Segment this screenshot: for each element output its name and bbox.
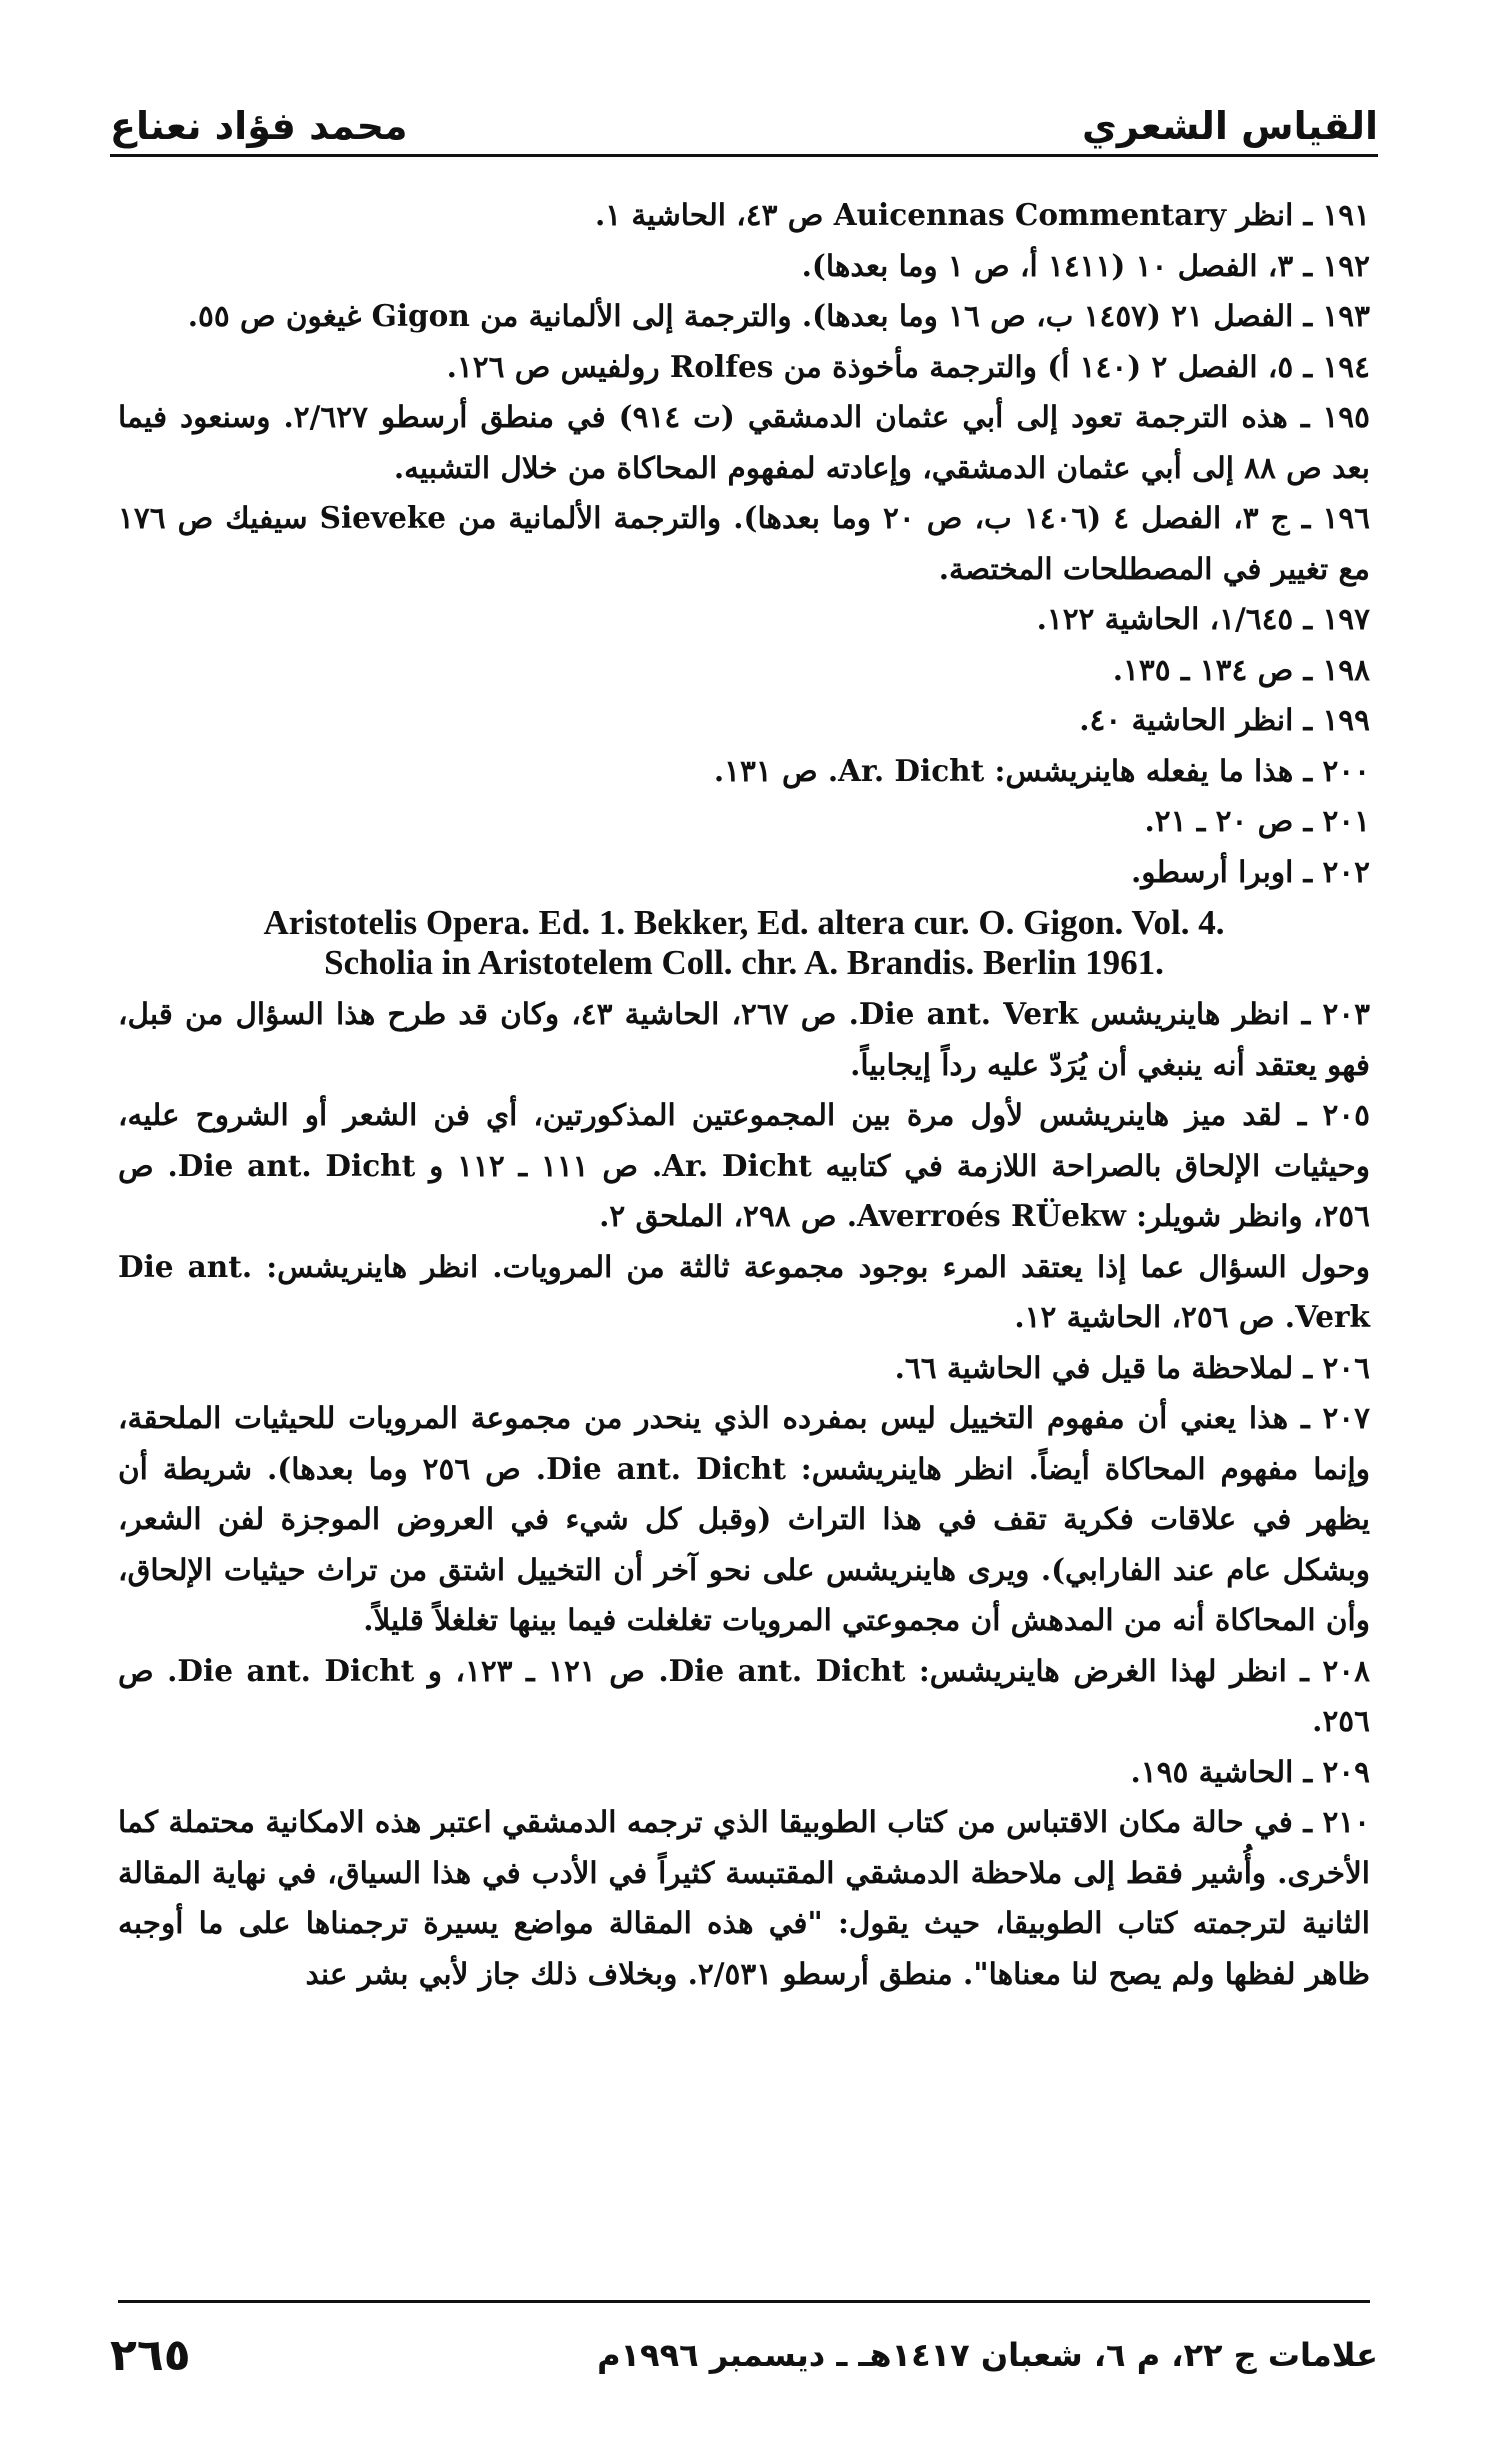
- note-191: ١٩١ ـ انظر Auicennas Commentary ص ٤٣، الحاشية ١.: [594, 197, 1370, 232]
- note-193: ١٩٣ ـ الفصل ٢١ (١٤٥٧ ب، ص ١٦ وما بعدها). والترجمة إلى الألمانية من Gigon غيغون ص ٥٥.: [187, 298, 1370, 333]
- note-197: ١٩٧ ـ ١/٦٤٥، الحاشية ١٢٢.: [1036, 601, 1370, 636]
- running-header: [110, 80, 1378, 157]
- note-200: ٢٠٠ ـ هذا ما يفعله هاينريشس: Ar. Dicht. ص ١٣١.: [713, 752, 1370, 788]
- note-207: ٢٠٧ ـ هذا يعني أن مفهوم التخييل ليس بمفرده الذي ينحدر من مجموعة المرويات للحيثيات الملحقة، وإنما مفهوم المحاكاة أيضاً. انظر هاينريشس: Die ant. Dicht. ص ٢٥٦ وما بعدها). شريطة أن يظهر في علاقات فكرية تقف في هذا التراث (وقبل كل شيء في العروض الموجزة لفن الشعر، وبشكل عام عند الفارابي). ويرى هاينريشس على نحو آخر أن التخييل اشتق من تراث حيثيات الإلحاق، وأن المحاكاة أنه من المدهش أن مجموعتي المرويات تغلغلت فيما بينها تغلغلاً قليلاً.: [118, 1400, 1370, 1637]
- note-205-cont: وحول السؤال عما إذا يعتقد المرء بوجود مجموعة ثالثة من المرويات. انظر هاينريشس: Die ant. Verk. ص ٢٥٦، الحاشية ١٢.: [118, 1248, 1370, 1334]
- author-name: محمد فؤاد نعناع: [110, 104, 408, 148]
- book-title: القياس الشعري: [1082, 104, 1378, 148]
- note-208: ٢٠٨ ـ انظر لهذا الغرض هاينريشس: Die ant. Dicht. ص ١٢١ ـ ١٢٣، و Die ant. Dicht. ص ٢٥٦.: [118, 1652, 1370, 1738]
- note-195: ١٩٥ ـ هذه الترجمة تعود إلى أبي عثمان الدمشقي (ت ٩١٤) في منطق أرسطو ٢/٦٢٧. وسنعود فيما بعد ص ٨٨ إلى أبي عثمان الدمشقي، وإعادته لمفهوم المحاكاة من خلال التشبيه.: [118, 399, 1370, 485]
- page-number: ٢٦٥: [110, 2329, 191, 2381]
- note-206: ٢٠٦ ـ لملاحظة ما قيل في الحاشية ٦٦.: [894, 1349, 1370, 1385]
- note-203: ٢٠٣ ـ انظر هاينريشس Die ant. Verk. ص ٢٦٧، الحاشية ٤٣، وكان قد طرح هذا السؤال من قبل، فهو يعتقد أنه ينبغي أن يُرَدّ عليه رداً إيجابياً.: [118, 996, 1370, 1082]
- note-205: ٢٠٥ ـ لقد ميز هاينريشس لأول مرة بين المجموعتين المذكورتين، أي فن الشعر أو الشروح عليه، وحيثيات الإلحاق بالصراحة اللازمة في كتابيه Ar. Dicht. ص ١١١ ـ ١١٢ و Die ant. Dicht. ص ٢٥٦، وانظر شويلر: Averroés RÜekw. ص ٢٩٨، الملحق ٢.: [118, 1097, 1371, 1233]
- journal-issue: علامات ج ٢٢، م ٦، شعبان ١٤١٧هـ ـ ديسمبر ١٩٩٦م: [597, 2336, 1378, 2374]
- biblio-line-2: Scholia in Aristotelem Coll. chr. A. Brandis. Berlin 1961.: [324, 943, 1164, 982]
- biblio-line-1: Aristotelis Opera. Ed. 1. Bekker, Ed. altera cur. O. Gigon. Vol. 4.: [263, 903, 1225, 942]
- note-209: ٢٠٩ ـ الحاشية ١٩٥.: [1130, 1753, 1370, 1789]
- running-footer: [110, 2325, 1378, 2385]
- note-202: ٢٠٢ ـ اوبرا أرسطو.: [1131, 853, 1370, 889]
- bibliography-entry: [118, 903, 1370, 983]
- note-196: ١٩٦ ـ ج ٣، الفصل ٤ (١٤٠٦ ب، ص ٢٠ وما بعدها). والترجمة الألمانية من Sieveke سيفيك ص ١٧٦ مع تغيير في المصطلحات المختصة.: [118, 500, 1371, 586]
- footnotes: [118, 190, 1370, 1999]
- note-198: ١٩٨ ـ ص ١٣٤ ـ ١٣٥.: [1112, 651, 1370, 687]
- note-199: ١٩٩ ـ انظر الحاشية ٤٠.: [1079, 702, 1370, 737]
- note-194: ١٩٤ ـ ٥، الفصل ٢ (١٤٠ أ) والترجمة مأخوذة من Rolfes رولفيس ص ١٢٦.: [446, 348, 1370, 384]
- note-192: ١٩٢ ـ ٣، الفصل ١٠ (١٤١١ أ، ص ١ وما بعدها).: [801, 247, 1370, 283]
- footer-divider: [118, 2300, 1370, 2303]
- note-210: ٢١٠ ـ في حالة مكان الاقتباس من كتاب الطوبيقا الذي ترجمه الدمشقي اعتبر هذه الامكانية محتملة كما الأخرى. وأُشير فقط إلى ملاحظة الدمشقي المقتبسة كثيراً في الأدب في هذا السياق، في نهاية المقالة الثانية لترجمته كتاب الطوبيقا، حيث يقول: "في هذه المقالة مواضع يسيرة ترجمناها على ما أوجبه ظاهر لفظها ولم يصح لنا معناها". منطق أرسطو ٢/٥٣١. وبخلاف ذلك جاز لأبي بشر عند: [118, 1804, 1370, 1991]
- note-201: ٢٠١ ـ ص ٢٠ ـ ٢١.: [1144, 803, 1370, 838]
